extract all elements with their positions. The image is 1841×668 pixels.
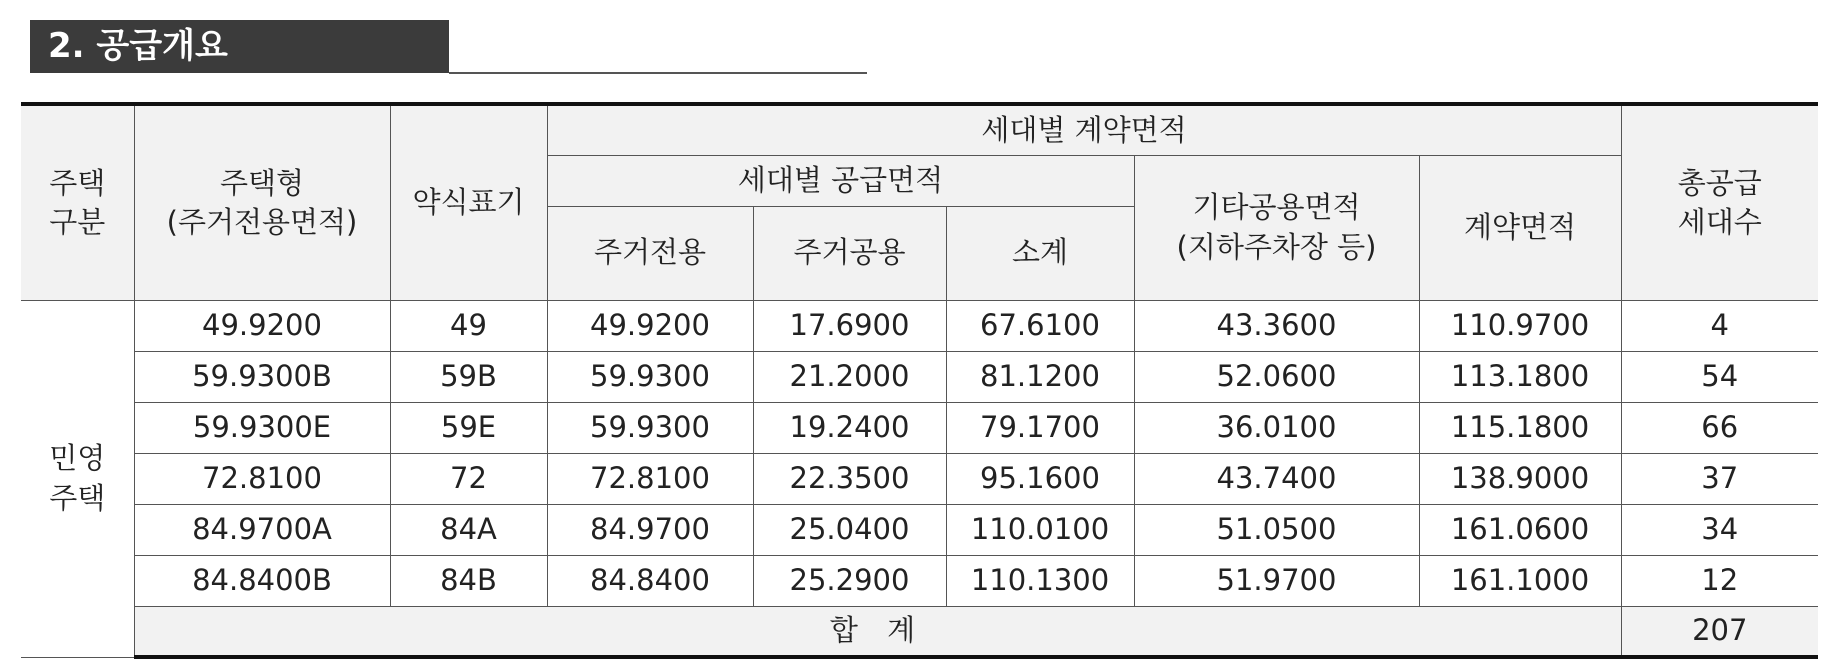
cell-type: 49.9200 bbox=[134, 300, 390, 351]
title-underline bbox=[449, 72, 867, 74]
cell-common: 19.2400 bbox=[753, 402, 946, 453]
cell-abbr: 59E bbox=[390, 402, 547, 453]
header-common: 주거공용 bbox=[753, 206, 946, 300]
cell-contract: 115.1800 bbox=[1419, 402, 1621, 453]
cell-other: 52.0600 bbox=[1134, 351, 1419, 402]
total-units: 207 bbox=[1621, 606, 1818, 657]
cell-subtotal: 110.0100 bbox=[946, 504, 1134, 555]
cell-exclusive: 72.8100 bbox=[547, 453, 753, 504]
cell-units: 54 bbox=[1621, 351, 1818, 402]
total-row bbox=[21, 606, 1818, 657]
cell-type: 84.8400B bbox=[134, 555, 390, 606]
cell-contract: 110.9700 bbox=[1419, 300, 1621, 351]
total-label: 합 계 bbox=[134, 606, 1621, 657]
cell-other: 51.0500 bbox=[1134, 504, 1419, 555]
cell-type: 59.9300B bbox=[134, 351, 390, 402]
cell-other: 43.3600 bbox=[1134, 300, 1419, 351]
cell-contract: 161.0600 bbox=[1419, 504, 1621, 555]
cell-type: 72.8100 bbox=[134, 453, 390, 504]
cell-other: 51.9700 bbox=[1134, 555, 1419, 606]
cell-subtotal: 110.1300 bbox=[946, 555, 1134, 606]
header-total-units: 총공급 세대수 bbox=[1621, 104, 1818, 300]
cell-subtotal: 95.1600 bbox=[946, 453, 1134, 504]
cell-units: 34 bbox=[1621, 504, 1818, 555]
group-label: 민영 주택 bbox=[21, 300, 134, 657]
cell-common: 21.2000 bbox=[753, 351, 946, 402]
cell-common: 17.6900 bbox=[753, 300, 946, 351]
header-housing-type: 주택형 (주거전용면적) bbox=[134, 104, 390, 300]
header-exclusive: 주거전용 bbox=[547, 206, 753, 300]
header-supply-area-group: 세대별 공급면적 bbox=[547, 155, 1134, 206]
cell-abbr: 84B bbox=[390, 555, 547, 606]
cell-common: 25.0400 bbox=[753, 504, 946, 555]
cell-subtotal: 79.1700 bbox=[946, 402, 1134, 453]
table-row bbox=[21, 555, 1818, 606]
cell-subtotal: 81.1200 bbox=[946, 351, 1134, 402]
table-row bbox=[21, 300, 1818, 351]
table-row bbox=[21, 402, 1818, 453]
cell-subtotal: 67.6100 bbox=[946, 300, 1134, 351]
cell-other: 36.0100 bbox=[1134, 402, 1419, 453]
table-row bbox=[21, 504, 1818, 555]
cell-contract: 161.1000 bbox=[1419, 555, 1621, 606]
cell-abbr: 59B bbox=[390, 351, 547, 402]
header-other-common: 기타공용면적 (지하주차장 등) bbox=[1134, 155, 1419, 300]
cell-type: 84.9700A bbox=[134, 504, 390, 555]
header-abbrev: 약식표기 bbox=[390, 104, 547, 300]
cell-units: 12 bbox=[1621, 555, 1818, 606]
cell-exclusive: 59.9300 bbox=[547, 351, 753, 402]
table-row bbox=[21, 453, 1818, 504]
header-contract-area-group: 세대별 계약면적 bbox=[547, 104, 1621, 155]
cell-exclusive: 84.9700 bbox=[547, 504, 753, 555]
cell-units: 66 bbox=[1621, 402, 1818, 453]
cell-common: 22.3500 bbox=[753, 453, 946, 504]
cell-units: 37 bbox=[1621, 453, 1818, 504]
cell-common: 25.2900 bbox=[753, 555, 946, 606]
cell-other: 43.7400 bbox=[1134, 453, 1419, 504]
supply-overview-table bbox=[21, 102, 1818, 659]
cell-contract: 113.1800 bbox=[1419, 351, 1621, 402]
cell-abbr: 84A bbox=[390, 504, 547, 555]
cell-abbr: 49 bbox=[390, 300, 547, 351]
section-title: 2. 공급개요 bbox=[30, 20, 449, 73]
cell-abbr: 72 bbox=[390, 453, 547, 504]
cell-exclusive: 59.9300 bbox=[547, 402, 753, 453]
cell-exclusive: 84.8400 bbox=[547, 555, 753, 606]
header-subtotal: 소계 bbox=[946, 206, 1134, 300]
header-contract-area: 계약면적 bbox=[1419, 155, 1621, 300]
header-housing-class: 주택 구분 bbox=[21, 104, 134, 300]
cell-exclusive: 49.9200 bbox=[547, 300, 753, 351]
cell-type: 59.9300E bbox=[134, 402, 390, 453]
table-row bbox=[21, 351, 1818, 402]
cell-units: 4 bbox=[1621, 300, 1818, 351]
cell-contract: 138.9000 bbox=[1419, 453, 1621, 504]
